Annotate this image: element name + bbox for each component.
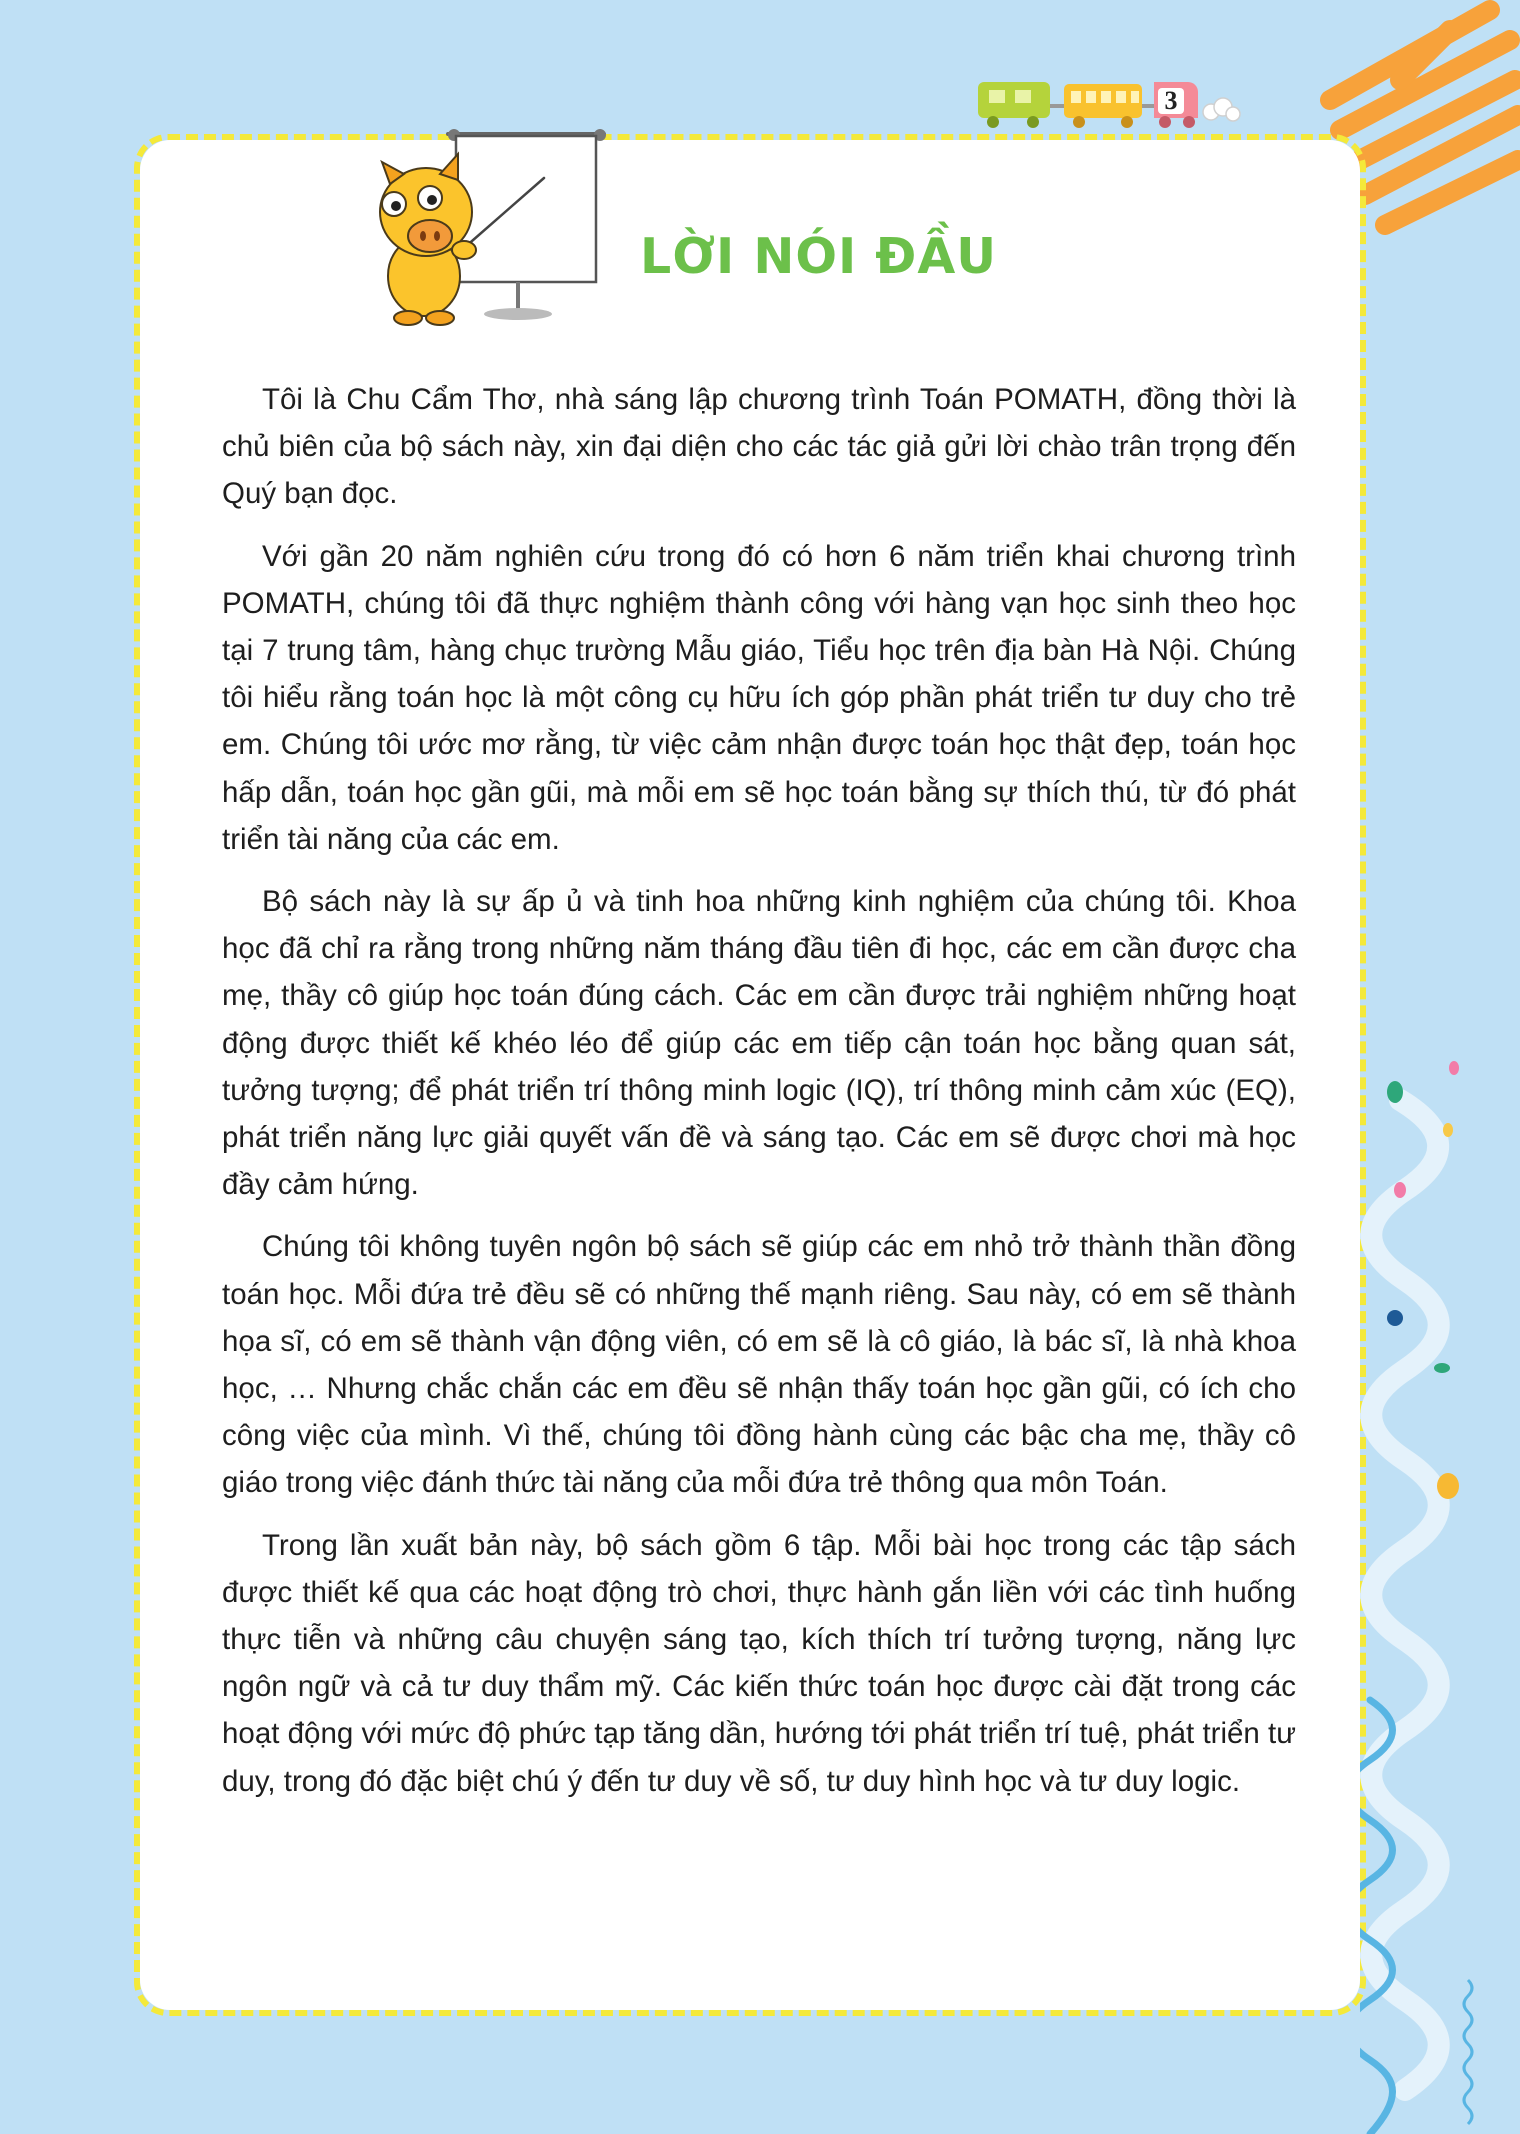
paragraph: Tôi là Chu Cẩm Thơ, nhà sáng lập chương trình Toán POMATH, đồng thời là chủ biên của bộ sách này, xin đại diện cho các tác giả gửi lời chào trân trọng đến Quý bạn đọc. xyxy=(222,383,1296,511)
piglet-mascot-easel-illustration xyxy=(368,124,618,330)
paragraph: Trong lần xuất bản này, bộ sách gồm 6 tập. Mỗi bài học trong các tập sách được thiết kế qua các hoạt động trò chơi, thực hành gắn liền với các tình huống thực tiễn và những câu chuyện sáng tạo, kích thích trí tưởng tượng, năng lực ngôn ngữ và cả tư duy thẩm mỹ. Các kiến thức toán học được cài đặt trong các hoạt động với mức độ phức tạp tăng dần, hướng tới phát triển trí tuệ, phát triển tư duy, trong đó đặc biệt chú ý đến tư duy về số, tư duy hình học và tư duy logic. xyxy=(222,1528,1296,1798)
wavy-ribbon-decoration xyxy=(1360,1060,1520,2134)
page-number: 3 xyxy=(1164,86,1178,115)
page-title: LỜI NÓI ĐẦU xyxy=(640,228,998,285)
paragraph: Với gần 20 năm nghiên cứu trong đó có hơn 6 năm triển khai chương trình POMATH, chúng tôi đã thực nghiệm thành công với hàng vạn học sinh theo học tại 7 trung tâm, hàng chục trường Mẫu giáo, Tiểu học trên địa bàn Hà Nội. Chúng tôi hiểu rằng toán học là một công cụ hữu ích góp phần phát triển tư duy cho trẻ em. Chúng tôi ước mơ rằng, từ việc cảm nhận được toán học thật đẹp, toán học hấp dẫn, toán học gần gũi, mà mỗi em sẽ học toán bằng sự thích thú, từ đó phát triển tài năng của các em. xyxy=(222,539,1296,856)
train-icon xyxy=(975,74,1245,132)
paragraph: Chúng tôi không tuyên ngôn bộ sách sẽ giúp các em nhỏ trở thành thần đồng toán học. Mỗi đứa trẻ đều sẽ có những thế mạnh riêng. Sau này, có em sẽ thành họa sĩ, có em sẽ thành vận động viên, có em sẽ là cô giáo, là bác sĩ, là nhà khoa học, … Nhưng chắc chắn các em đều sẽ nhận thấy toán học gần gũi, có ích cho công việc của mình. Vì thế, chúng tôi đồng hành cùng các bậc cha mẹ, thầy cô giáo trong việc đánh thức tài năng của mỗi đứa trẻ thông qua môn Toán. xyxy=(222,1230,1296,1500)
preface-body xyxy=(222,376,1296,1820)
paragraph: Bộ sách này là sự ấp ủ và tinh hoa những kinh nghiệm của chúng tôi. Khoa học đã chỉ ra rằng trong những năm tháng đầu tiên đi học, các em cần được cha mẹ, thầy cô giúp học toán đúng cách. Các em cần được trải nghiệm những hoạt động được thiết kế khéo léo để giúp các em tiếp cận toán học bằng quan sát, tưởng tượng; để phát triển trí thông minh logic (IQ), trí thông minh cảm xúc (EQ), phát triển năng lực giải quyết vấn đề và sáng tạo. Các em sẽ được chơi mà học đầy cảm hứng. xyxy=(222,885,1296,1202)
